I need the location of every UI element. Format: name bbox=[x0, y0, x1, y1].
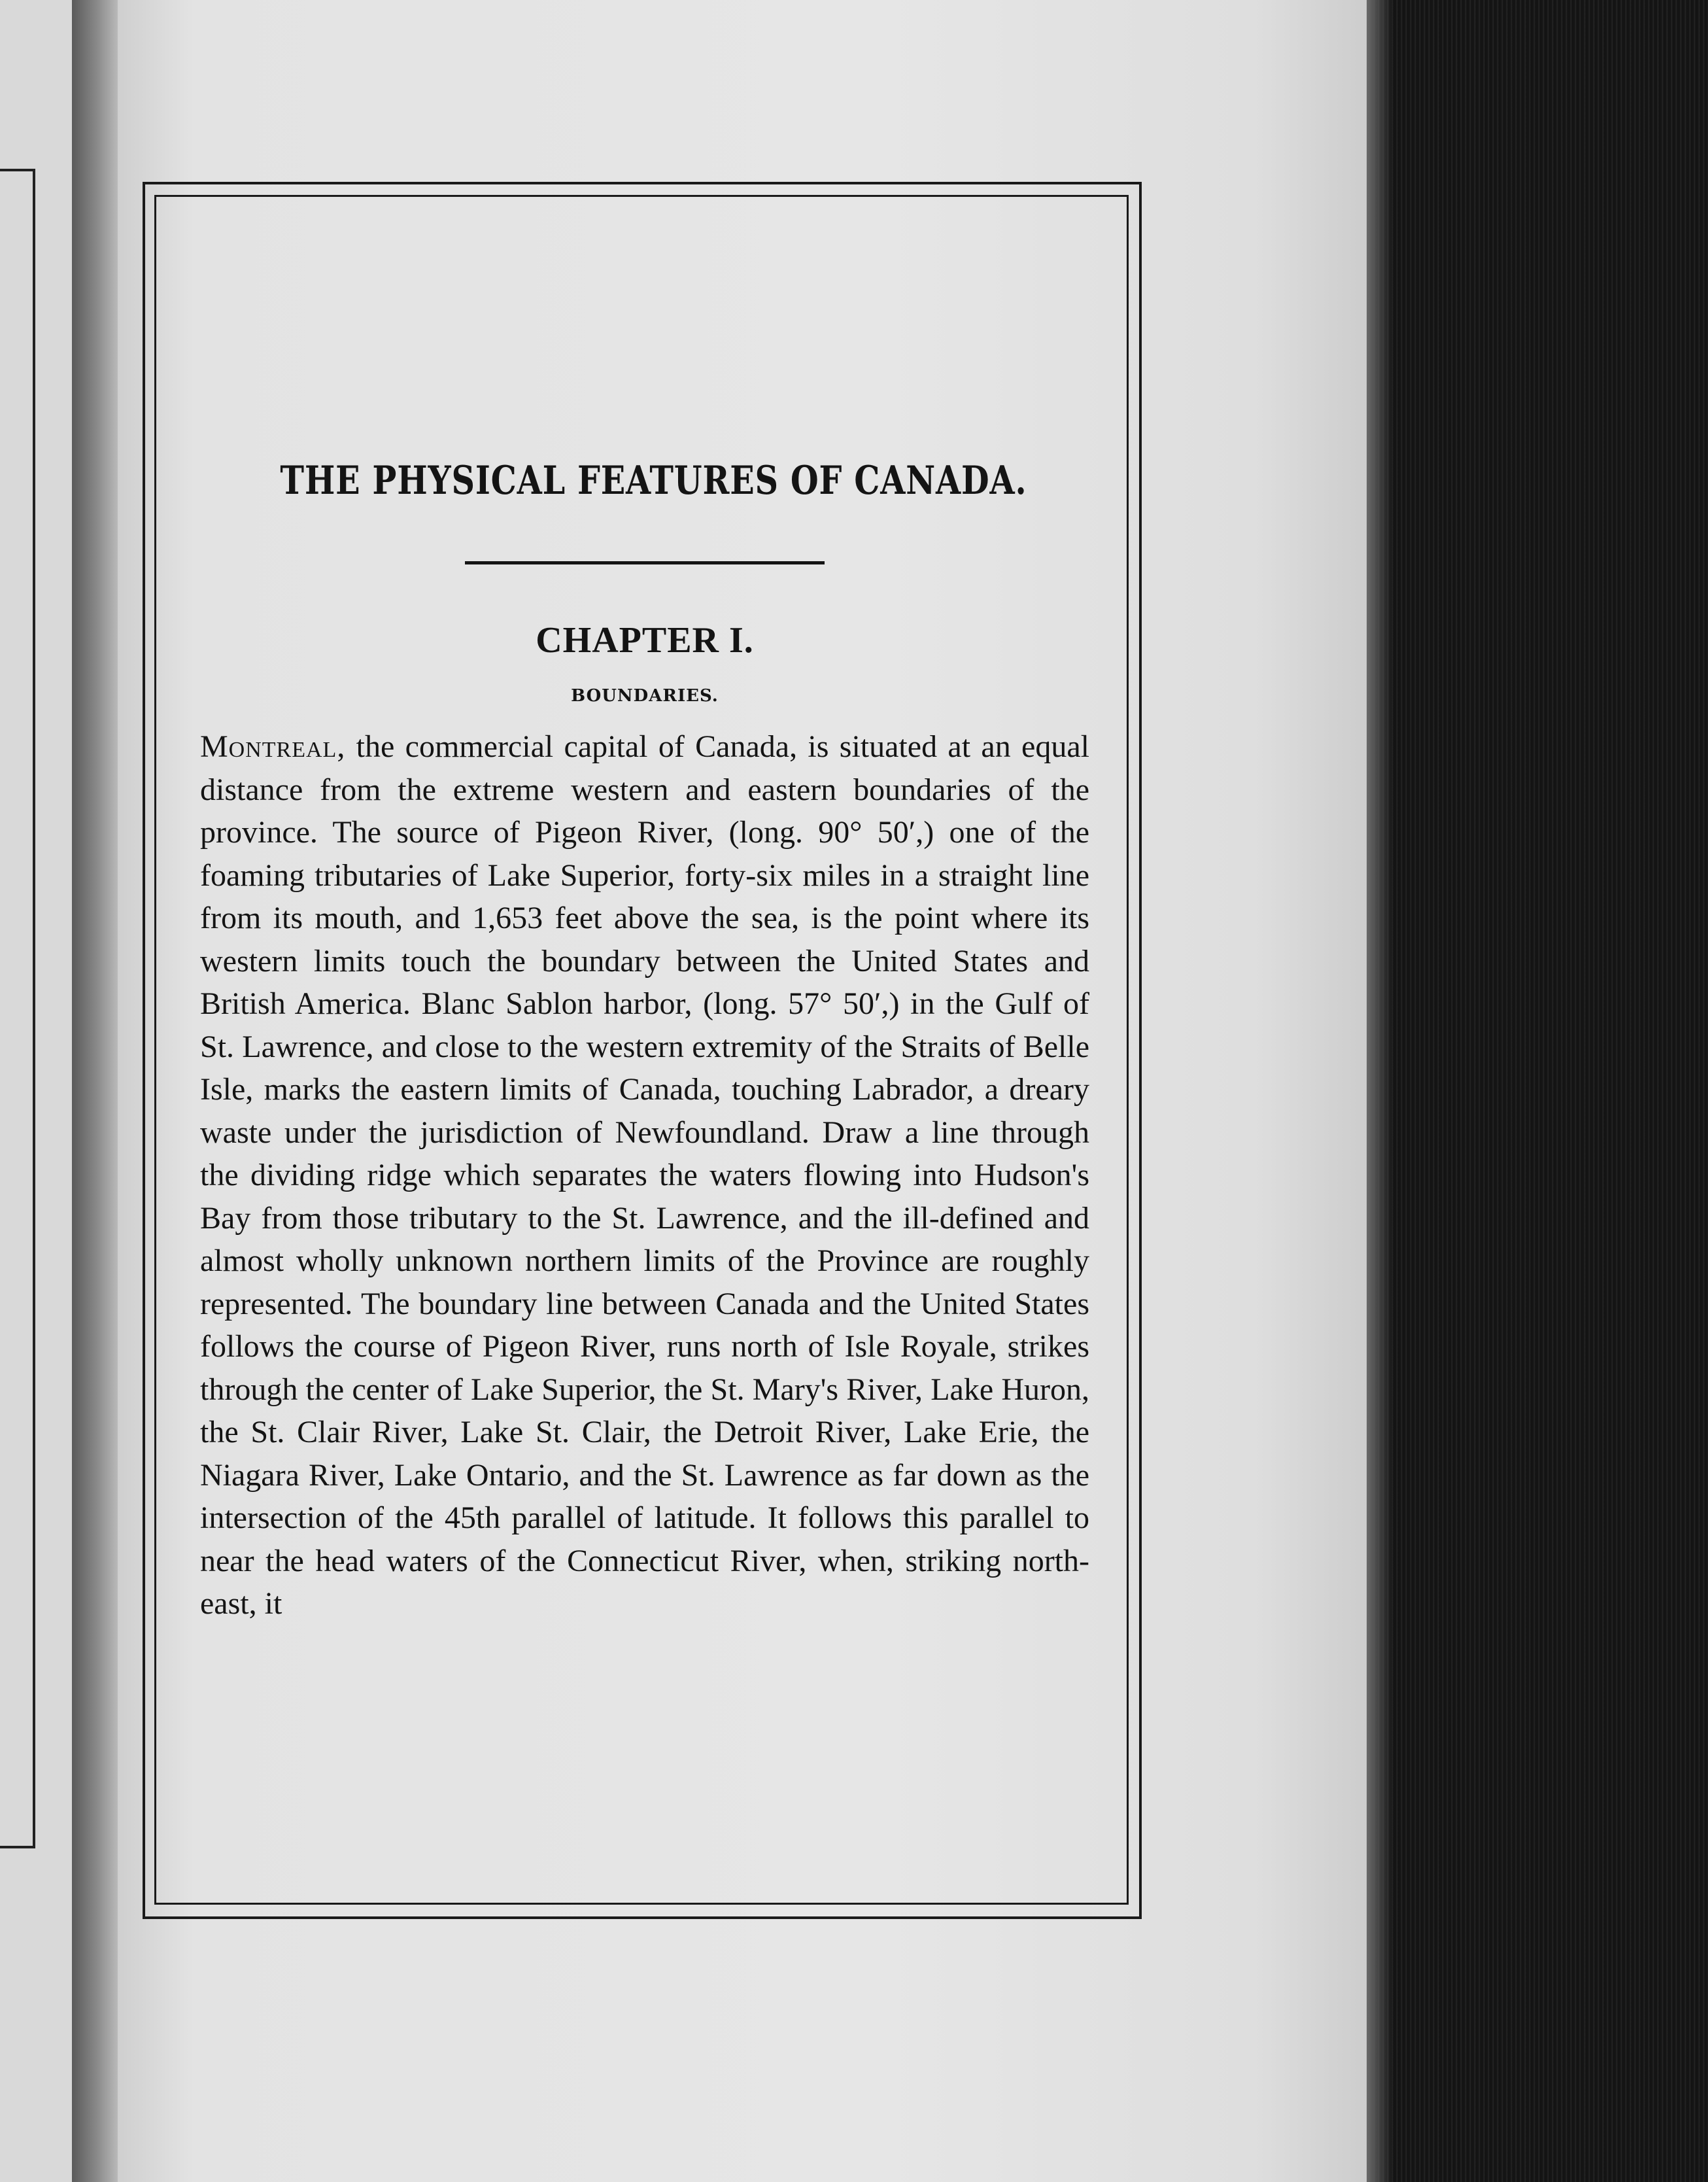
title-rule bbox=[465, 561, 825, 564]
body-paragraph bbox=[200, 725, 1089, 1625]
page-title: THE PHYSICAL FEATURES OF CANADA. bbox=[280, 458, 1027, 504]
left-page-edge bbox=[0, 0, 72, 2182]
page-edges bbox=[1367, 0, 1708, 2182]
page-content bbox=[200, 458, 1089, 1625]
left-page-frame bbox=[0, 169, 35, 1848]
chapter-heading: CHAPTER I. bbox=[536, 620, 754, 661]
section-heading: BOUNDARIES. bbox=[571, 686, 719, 706]
paragraph-text: the commercial capital of Canada, is situated at an equal distance from the extreme western and eastern boundaries of the province. The source of Pigeon River, (long. 90° 50′,) one of the foaming tributaries of Lake Superior, forty-six miles in a straight line from its mouth, and 1,653 feet above the sea, is the point where its western limits touch the boundary between the United States and British America. Blanc Sablon harbor, (long. 57° 50′,) in the Gulf of St. Lawrence, and close to the western extremity of the Straits of Belle Isle, marks the eastern limits of Canada, touching Labrador, a dreary waste under the jurisdiction of Newfoundland. Draw a line through the dividing ridge which separates the waters flowing into Hudson's Bay from those tributary to the St. Lawrence, and the ill-defined and almost wholly unknown northern limits of the Province are roughly represented. The boundary line between Canada and the United States follows the course of Pigeon River, runs north of Isle Royale, strikes through the center of Lake Superior, the St. Mary's River, Lake Huron, the St. Clair River, Lake St. Clair, the Detroit River, Lake Erie, the Niagara River, Lake Ontario, and the St. Lawrence as far down as the intersection of the 45th parallel of latitude. It follows this parallel to near the head waters of the Connecticut River, when, striking north-east, it bbox=[200, 729, 1089, 1621]
book-gutter bbox=[72, 0, 118, 2182]
paragraph-lead-word: Montreal, bbox=[200, 729, 346, 764]
